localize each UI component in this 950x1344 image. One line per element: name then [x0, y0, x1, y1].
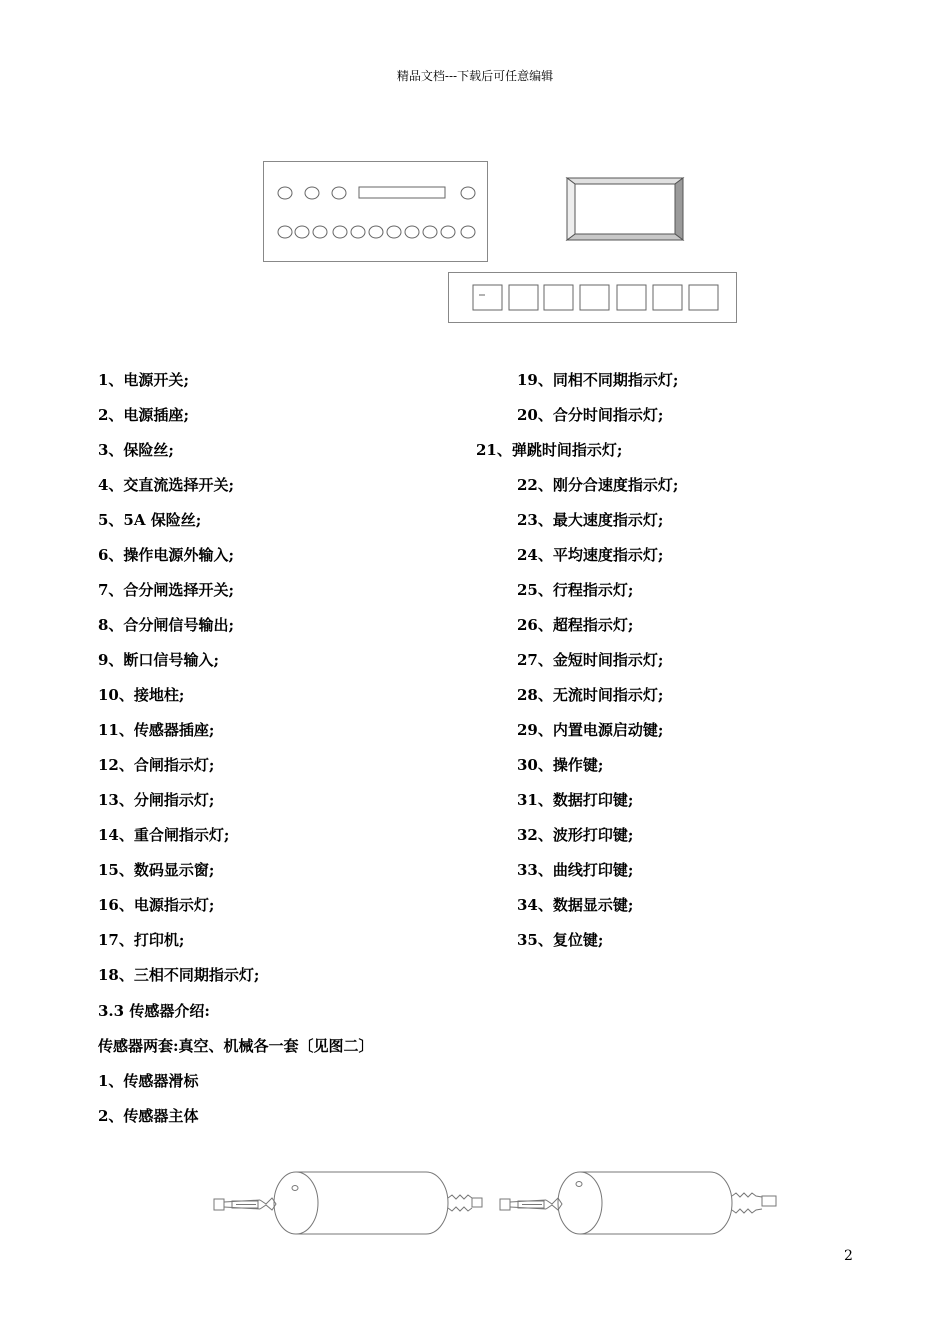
section-heading: 3.3 传感器介绍: — [98, 1002, 210, 1020]
list-item: 2、传感器主体 — [98, 1107, 199, 1125]
list-item: 2、电源插座; — [98, 406, 189, 424]
list-item: 25、行程指示灯; — [517, 581, 634, 599]
list-item: 4、交直流选择开关; — [98, 476, 234, 494]
list-item: 22、刚分合速度指示灯; — [517, 476, 679, 494]
list-item: 24、平均速度指示灯; — [517, 546, 664, 564]
list-item: 10、接地柱; — [98, 686, 185, 704]
list-item: 31、数据打印键; — [517, 791, 634, 809]
list-item: 8、合分闸信号输出; — [98, 616, 234, 634]
list-item: 27、金短时间指示灯; — [517, 651, 664, 669]
list-item: 7、合分闸选择开关; — [98, 581, 234, 599]
page-number: 2 — [844, 1248, 853, 1264]
display-window-figure — [565, 176, 685, 242]
list-item: 35、复位键; — [517, 931, 604, 949]
list-item: 20、合分时间指示灯; — [517, 406, 664, 424]
list-item: 3、保险丝; — [98, 441, 174, 459]
list-item: 17、打印机; — [98, 931, 185, 949]
list-item: 1、传感器滑标 — [98, 1072, 199, 1090]
list-item: 19、同相不同期指示灯; — [517, 371, 679, 389]
list-item: 23、最大速度指示灯; — [517, 511, 664, 529]
sensor-figure — [210, 1168, 785, 1240]
list-item: 9、断口信号输入; — [98, 651, 219, 669]
list-item: 21、弹跳时间指示灯; — [476, 441, 623, 459]
list-item: 28、无流时间指示灯; — [517, 686, 664, 704]
list-item: 34、数据显示键; — [517, 896, 634, 914]
list-item: 1、电源开关; — [98, 371, 189, 389]
list-item: 26、超程指示灯; — [517, 616, 634, 634]
list-item: 12、合闸指示灯; — [98, 756, 215, 774]
list-item: 11、传感器插座; — [98, 721, 215, 739]
section-intro: 传感器两套:真空、机械各一套〔见图二〕 — [98, 1037, 374, 1055]
list-item: 29、内置电源启动键; — [517, 721, 664, 739]
list-item: 33、曲线打印键; — [517, 861, 634, 879]
list-item: 13、分闸指示灯; — [98, 791, 215, 809]
front-panel-figure — [262, 160, 490, 264]
lower-panel-figure — [447, 271, 739, 325]
list-item: 16、电源指示灯; — [98, 896, 215, 914]
list-item: 32、波形打印键; — [517, 826, 634, 844]
page-header: 精品文档---下载后可任意编辑 — [396, 69, 554, 83]
list-item: 14、重合闸指示灯; — [98, 826, 230, 844]
list-item: 6、操作电源外输入; — [98, 546, 234, 564]
list-item: 5、5A 保险丝; — [98, 511, 202, 529]
list-item: 30、操作键; — [517, 756, 604, 774]
list-item: 15、数码显示窗; — [98, 861, 215, 879]
list-item: 18、三相不同期指示灯; — [98, 966, 260, 984]
